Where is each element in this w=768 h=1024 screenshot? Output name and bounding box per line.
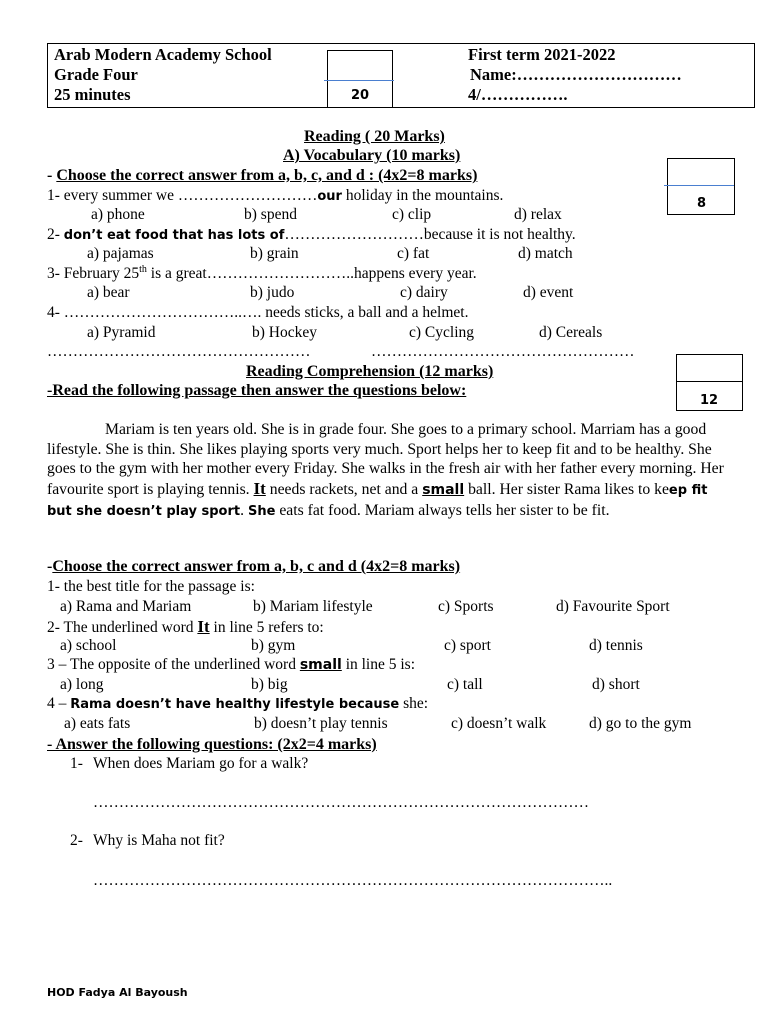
vocab-score-divider bbox=[664, 185, 734, 186]
open-q1-number: 1- bbox=[70, 755, 83, 772]
vocab-instruction-text: Choose the correct answer from a, b, c, and d : (4x2=8 marks) bbox=[56, 167, 478, 184]
mcq-q4-option-b[interactable]: b) doesn’t play tennis bbox=[254, 715, 388, 732]
dotted-separator-left: …………………………………………… bbox=[47, 343, 311, 360]
vocab-q1-end: holiday in the mountains. bbox=[341, 187, 504, 204]
vocab-q4-option-b[interactable]: b) Hockey bbox=[252, 324, 317, 341]
mcq-q1-option-a[interactable]: a) Rama and Mariam bbox=[60, 598, 192, 615]
duration-label: 25 minutes bbox=[54, 85, 131, 104]
term-label: First term 2021-2022 bbox=[468, 45, 616, 64]
vocab-q3-sup: th bbox=[139, 264, 147, 275]
reading-passage bbox=[47, 420, 727, 522]
mcq-q2-text: 2- The underlined word bbox=[47, 619, 198, 636]
passage-text-4: . bbox=[240, 501, 248, 519]
mcq-q4-option-d[interactable]: d) go to the gym bbox=[589, 715, 692, 732]
mcq-instruction-text: Choose the correct answer from a, b, c and d (4x2=8 marks) bbox=[52, 558, 461, 575]
mcq-q4 bbox=[47, 695, 428, 714]
mcq-q3-option-a[interactable]: a) long bbox=[60, 676, 104, 693]
vocab-title: A) Vocabulary (10 marks) bbox=[283, 147, 461, 164]
name-field[interactable]: Name:………………………… bbox=[470, 65, 682, 84]
mcq-q4-end: she: bbox=[399, 695, 429, 712]
score-divider bbox=[324, 80, 394, 81]
vocab-q2-option-b[interactable]: b) grain bbox=[250, 245, 299, 262]
open-questions-instruction: - Answer the following questions: (2x2=4 marks) bbox=[47, 736, 377, 753]
vocab-q2-option-c[interactable]: c) fat bbox=[397, 245, 430, 262]
mcq-q3-option-d[interactable]: d) short bbox=[592, 676, 640, 693]
vocab-q1-text: 1- every summer we ……………………… bbox=[47, 187, 318, 204]
mcq-q2-option-c[interactable]: c) sport bbox=[444, 637, 491, 654]
mcq-q2-option-a[interactable]: a) school bbox=[60, 637, 117, 654]
comprehension-instruction: -Read the following passage then answer the questions below: bbox=[47, 382, 467, 399]
vocab-q1-option-b[interactable]: b) spend bbox=[244, 206, 297, 223]
mcq-instruction bbox=[47, 557, 460, 576]
vocab-q2-num: 2- bbox=[47, 226, 64, 243]
passage-text-5: eats fat food. Mariam always tells her sister to be fit. bbox=[275, 501, 610, 519]
vocab-q1-option-a[interactable]: a) phone bbox=[91, 206, 145, 223]
comprehension-title: Reading Comprehension (12 marks) bbox=[246, 363, 494, 380]
mcq-q3-small: small bbox=[299, 657, 342, 673]
vocab-q3-option-d[interactable]: d) event bbox=[523, 284, 574, 301]
mcq-q1-option-d[interactable]: d) Favourite Sport bbox=[556, 598, 670, 615]
class-field[interactable]: 4/……………. bbox=[468, 85, 568, 104]
mcq-q3-end: in line 5 is: bbox=[341, 656, 416, 673]
mcq-q2-it: It bbox=[197, 617, 210, 636]
mcq-q4-option-a[interactable]: a) eats fats bbox=[64, 715, 131, 732]
mcq-q1-option-b[interactable]: b) Mariam lifestyle bbox=[253, 598, 373, 615]
vocab-q3-option-b[interactable]: b) judo bbox=[250, 284, 295, 301]
vocab-q3-option-a[interactable]: a) bear bbox=[87, 284, 130, 301]
vocab-q4-option-d[interactable]: d) Cereals bbox=[539, 324, 603, 341]
open-q2-number: 2- bbox=[70, 832, 83, 849]
total-score: 20 bbox=[351, 88, 370, 103]
mcq-q3-option-c[interactable]: c) tall bbox=[447, 676, 483, 693]
open-q2-text: Why is Maha not fit? bbox=[93, 832, 225, 849]
mcq-q2-option-b[interactable]: b) gym bbox=[251, 637, 296, 654]
mcq-q3 bbox=[47, 656, 415, 675]
vocab-q4-option-a[interactable]: a) Pyramid bbox=[87, 324, 156, 341]
vocab-q2 bbox=[47, 226, 576, 245]
vocab-q1-option-d[interactable]: d) relax bbox=[514, 206, 562, 223]
footer-signature: HOD Fadya Al Bayoush bbox=[47, 986, 188, 999]
mcq-q4-bold: Rama doesn’t have healthy lifestyle because bbox=[70, 697, 400, 712]
vocab-q1-bold: our bbox=[317, 189, 342, 204]
vocab-q1-option-c[interactable]: c) clip bbox=[392, 206, 432, 223]
passage-text-2: needs rackets, net and a bbox=[265, 481, 423, 499]
dotted-separator-right: …………………………………………… bbox=[371, 343, 635, 360]
comprehension-score: 12 bbox=[700, 393, 719, 408]
vocab-q3 bbox=[47, 264, 477, 284]
mcq-q3-text: 3 – The opposite of the underlined word bbox=[47, 656, 300, 673]
reading-title: Reading ( 20 Marks) bbox=[304, 128, 445, 145]
mcq-q2 bbox=[47, 617, 324, 638]
passage-bold-2: She bbox=[247, 503, 276, 519]
passage-bold-1: ep fit but she doesn’t play sport bbox=[47, 483, 708, 519]
mcq-q3-option-b[interactable]: b) big bbox=[251, 676, 288, 693]
passage-text-3: ball. Her sister Rama likes to ke bbox=[464, 481, 669, 499]
open-q1-answer-line[interactable]: …………………………………………………………………………………… bbox=[93, 794, 589, 811]
vocab-q3-text: 3- February 25 bbox=[47, 265, 140, 283]
passage-text-1: Mariam is ten years old. She is in grade four. She goes to a primary school. Marriam has a good lifestyle. She is thin. She likes playing sports very much. Sport helps her to keep fit and to be healthy. She goes to the gym with her mother every Friday. She walks in the fresh air with her father every morning. Her favourite sport is playing tennis. bbox=[47, 421, 724, 499]
vocab-q4: 4- ……………………………..…. needs sticks, a ball and a helmet. bbox=[47, 304, 469, 321]
vocab-q3-end: is a great………………………..happens every year. bbox=[146, 265, 477, 283]
vocab-q2-option-a[interactable]: a) pajamas bbox=[87, 245, 154, 262]
vocab-q1 bbox=[47, 187, 503, 206]
vocab-q2-option-d[interactable]: d) match bbox=[518, 245, 573, 262]
passage-it: It bbox=[253, 479, 266, 499]
mcq-q4-option-c[interactable]: c) doesn’t walk bbox=[451, 715, 547, 732]
open-q1-text: When does Mariam go for a walk? bbox=[93, 755, 309, 772]
mcq-q1: 1- the best title for the passage is: bbox=[47, 578, 255, 595]
mcq-q1-option-c[interactable]: c) Sports bbox=[438, 598, 494, 615]
vocab-q4-option-c[interactable]: c) Cycling bbox=[409, 324, 474, 341]
mcq-q2-end: in line 5 refers to: bbox=[209, 619, 324, 636]
vocab-instruction-prefix: - bbox=[47, 167, 57, 184]
grade-label: Grade Four bbox=[54, 65, 138, 84]
vocab-q3-option-c[interactable]: c) dairy bbox=[400, 284, 448, 301]
mcq-instruction-prefix: - bbox=[47, 558, 53, 575]
vocab-q2-end: ………………………because it is not healthy. bbox=[284, 226, 576, 243]
mcq-q4-num: 4 – bbox=[47, 695, 71, 712]
vocab-q2-bold: don’t eat food that has lots of bbox=[63, 228, 285, 243]
mcq-q2-option-d[interactable]: d) tennis bbox=[589, 637, 643, 654]
open-q2-answer-line[interactable]: ……………………………………………………………………………………….. bbox=[93, 872, 613, 889]
passage-small: small bbox=[422, 482, 465, 499]
school-name: Arab Modern Academy School bbox=[54, 45, 272, 64]
comprehension-score-divider bbox=[676, 381, 743, 382]
vocab-instruction bbox=[47, 166, 477, 185]
vocab-score: 8 bbox=[697, 196, 707, 211]
